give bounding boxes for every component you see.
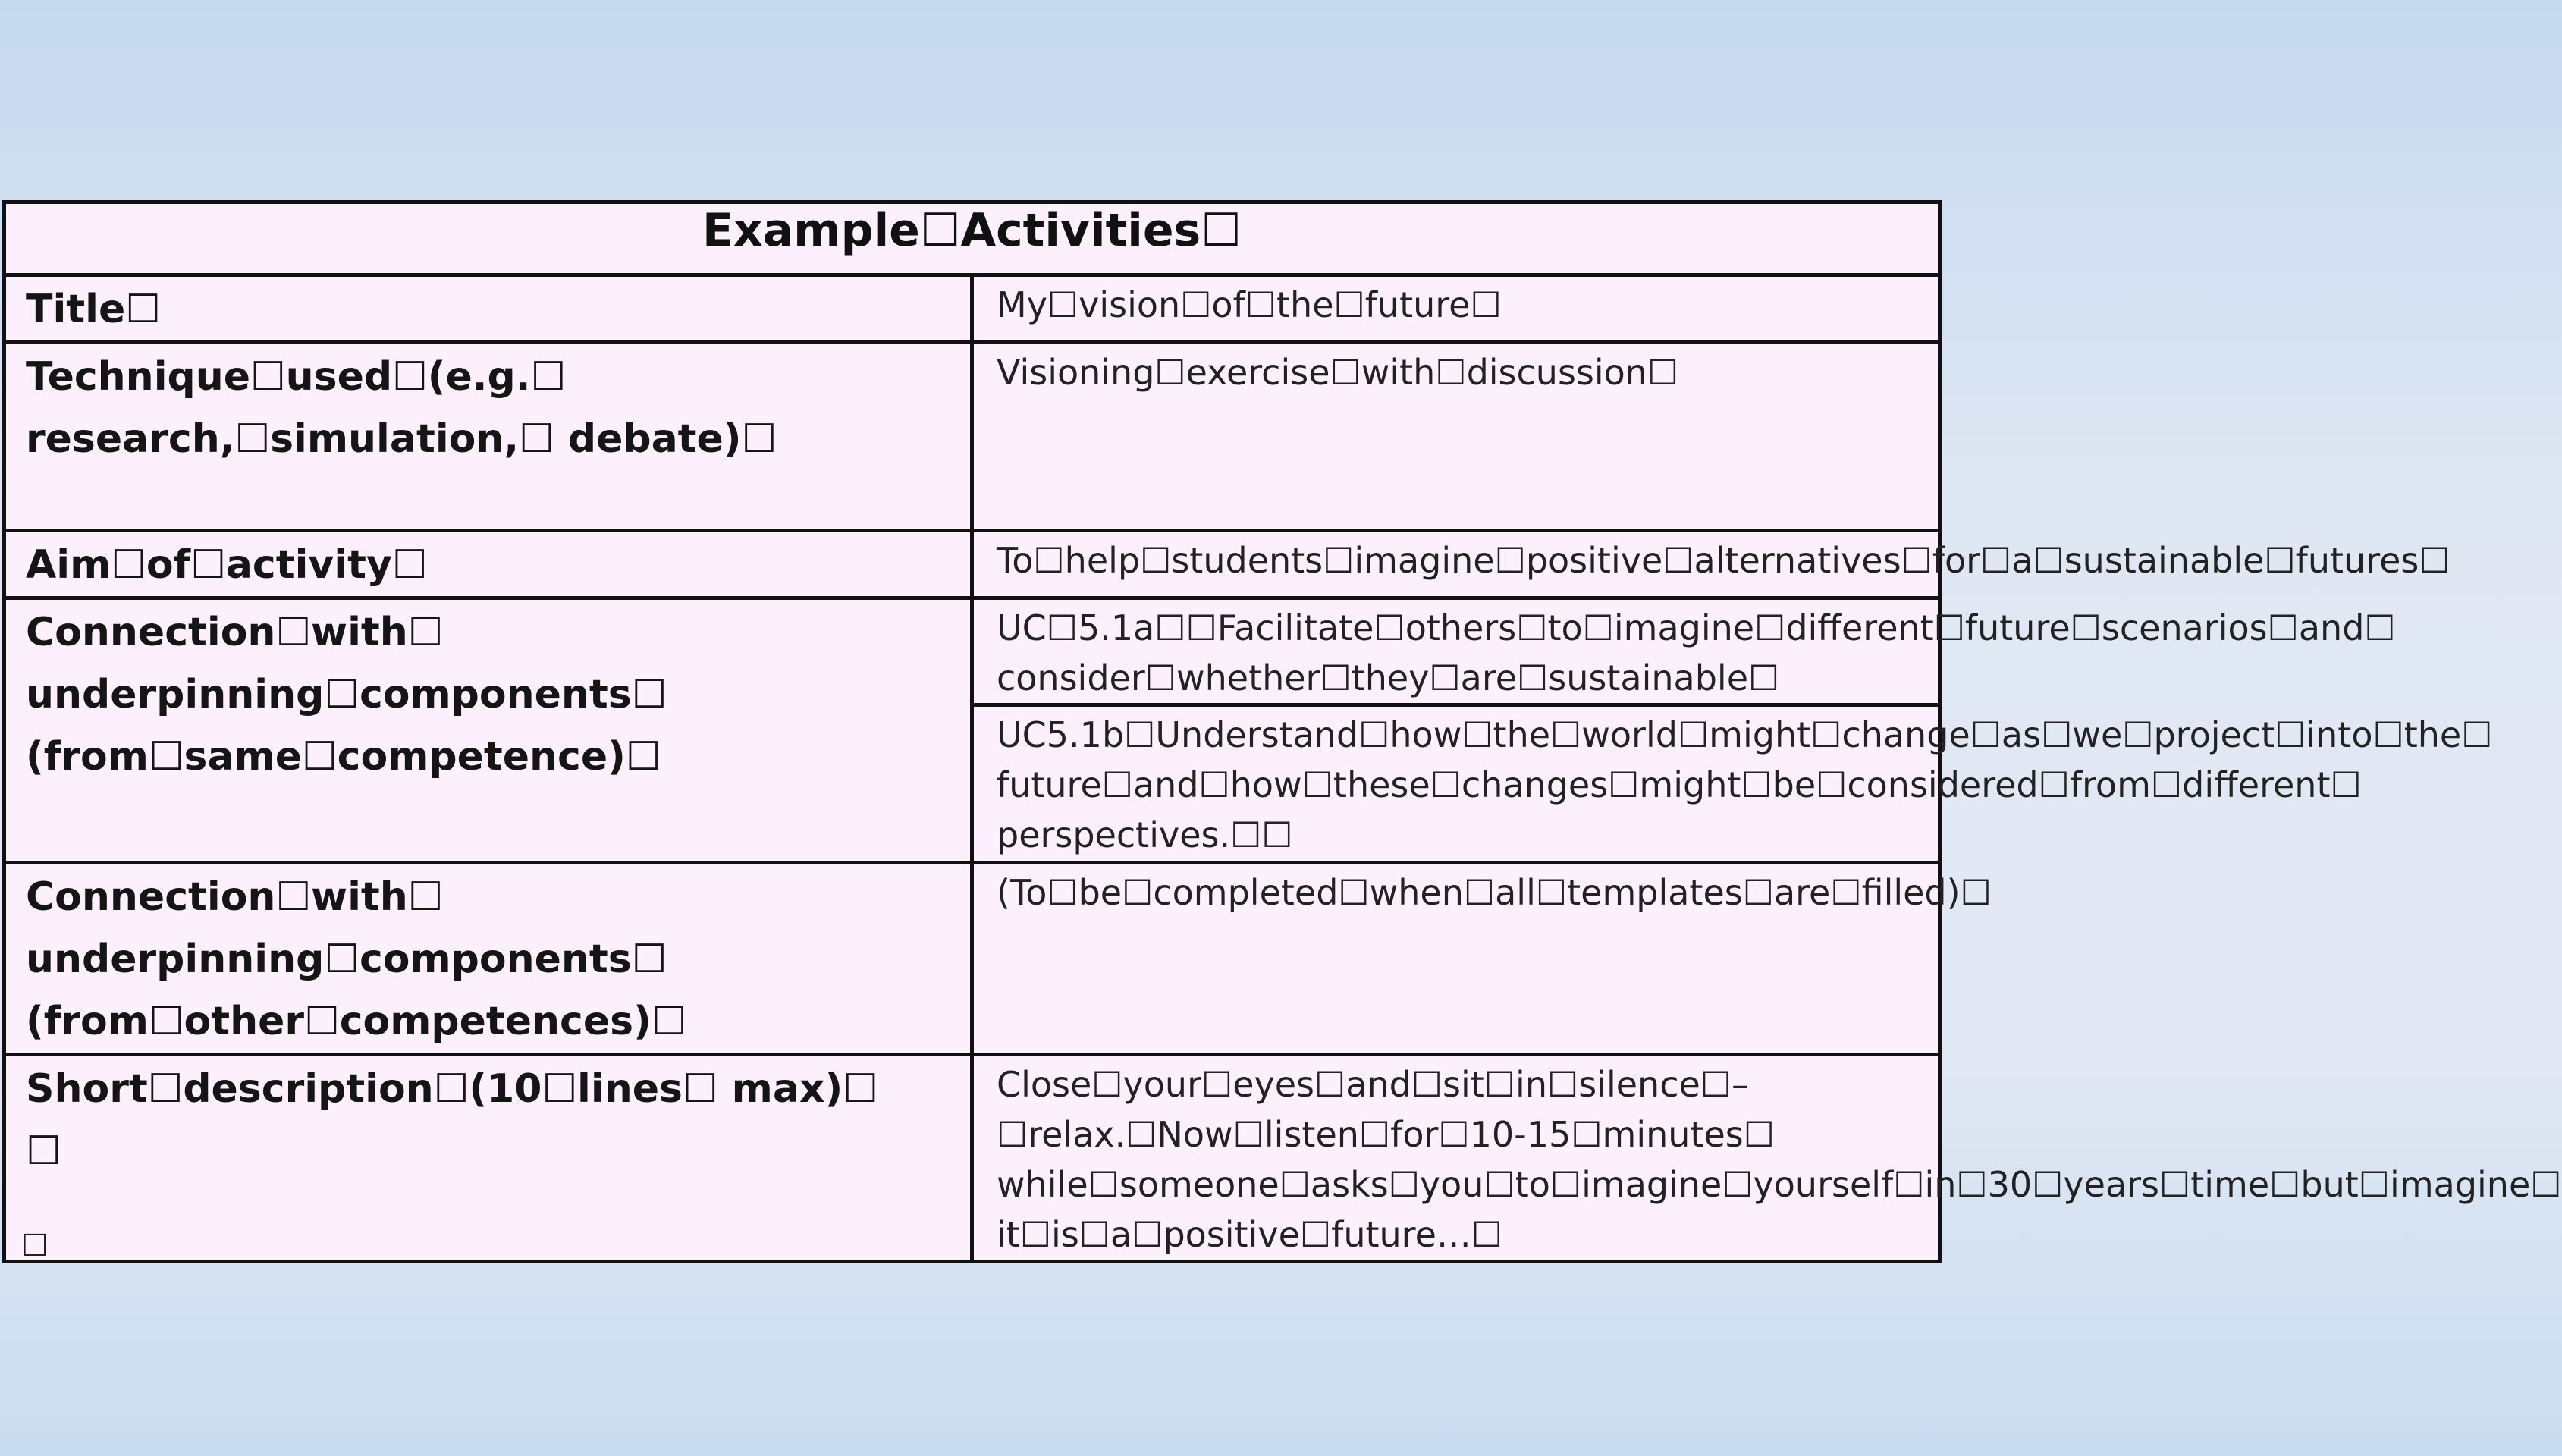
row-value-connection-other: (To☐be☐completed☐when☐all☐templates☐are☐filled)☐ <box>972 863 1940 1055</box>
row-value-title: My☐vision☐of☐the☐future☐ <box>972 275 1940 343</box>
table-row <box>5 343 1940 531</box>
table-row <box>5 863 1940 1055</box>
row-value-connection-same-a: UC☐5.1a☐☐Facilitate☐others☐to☐imagine☐different☐future☐scenarios☐and☐ consider☐whether☐they☐are☐sustainable☐ <box>972 598 1940 705</box>
table-row <box>5 598 1940 705</box>
example-activities-table <box>2 200 2562 1263</box>
table-row <box>5 275 1940 343</box>
short-description-label-extra: ☐ <box>26 1128 61 1174</box>
row-label-short-description <box>5 1055 972 1262</box>
row-label-connection-same: Connection☐with☐ underpinning☐components☐ (from☐same☐competence)☐ <box>5 598 972 863</box>
row-label-title: Title☐ <box>5 275 972 343</box>
table-heading: Example☐Activities☐ <box>5 202 1940 275</box>
row-label-connection-other: Connection☐with☐ underpinning☐components☐ (from☐other☐competences)☐ <box>5 863 972 1055</box>
row-value-connection-same-b: UC5.1b☐Understand☐how☐the☐world☐might☐change☐as☐we☐project☐into☐the☐ future☐and☐how☐these☐changes☐might☐be☐considered☐from☐different☐ perspectives.☐☐ <box>972 705 1940 863</box>
table-row <box>5 1055 1940 1262</box>
table-row <box>5 531 1940 598</box>
row-label-aim: Aim☐of☐activity☐ <box>5 531 972 598</box>
short-description-label-text: Short☐description☐(10☐lines☐ max)☐ <box>26 1066 878 1112</box>
trailing-mark: ☐ <box>21 1228 49 1263</box>
row-value-aim: To☐help☐students☐imagine☐positive☐alternatives☐for☐a☐sustainable☐futures☐ <box>972 531 1940 598</box>
row-value-short-description: Close☐your☐eyes☐and☐sit☐in☐silence☐–☐relax.☐Now☐listen☐for☐10-15☐minutes☐ while☐someone☐asks☐you☐to☐imagine☐yourself☐in☐30☐years☐time☐but☐imagine☐ it☐is☐a☐positive☐future…☐ <box>972 1055 1940 1262</box>
row-label-technique: Technique☐used☐(e.g.☐ research,☐simulation,☐ debate)☐ <box>5 343 972 531</box>
row-value-technique: Visioning☐exercise☐with☐discussion☐ <box>972 343 1940 531</box>
